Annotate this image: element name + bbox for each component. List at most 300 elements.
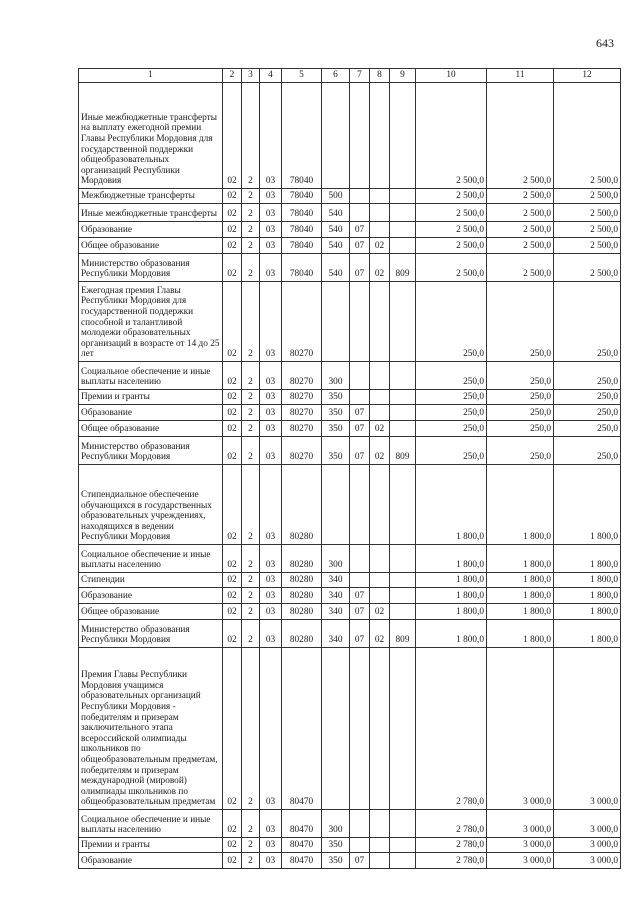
table-row	[79, 390, 621, 405]
code-cell: 07	[350, 254, 370, 282]
table-row	[79, 604, 621, 620]
amount-cell: 2 500,0	[554, 204, 621, 222]
amount-cell: 250,0	[487, 421, 554, 437]
code-cell: 02	[223, 573, 242, 588]
code-cell: 02	[223, 189, 242, 204]
code-cell: 03	[260, 437, 282, 465]
code-cell	[390, 545, 416, 573]
code-cell: 07	[350, 620, 370, 648]
amount-cell: 250,0	[416, 282, 487, 362]
code-cell: 03	[260, 83, 282, 189]
code-cell: 300	[322, 362, 350, 390]
amount-cell: 250,0	[487, 390, 554, 405]
code-cell: 80470	[282, 648, 322, 810]
code-cell	[350, 390, 370, 405]
code-cell: 2	[242, 222, 260, 238]
amount-cell: 2 500,0	[554, 189, 621, 204]
amount-cell: 1 800,0	[554, 465, 621, 545]
code-cell: 03	[260, 465, 282, 545]
code-cell	[350, 362, 370, 390]
amount-cell: 1 800,0	[416, 588, 487, 604]
table-row	[79, 853, 621, 869]
code-cell: 02	[370, 421, 390, 437]
code-cell	[370, 189, 390, 204]
code-cell: 2	[242, 838, 260, 853]
table-row	[79, 421, 621, 437]
code-cell: 540	[322, 222, 350, 238]
code-cell	[350, 573, 370, 588]
amount-cell: 2 500,0	[487, 254, 554, 282]
code-cell: 2	[242, 282, 260, 362]
row-name-cell: Министерство образования Республики Мордовия	[79, 254, 223, 282]
code-cell	[370, 405, 390, 421]
amount-cell: 250,0	[416, 437, 487, 465]
code-cell: 80280	[282, 588, 322, 604]
code-cell: 540	[322, 204, 350, 222]
code-cell	[370, 588, 390, 604]
code-cell: 07	[350, 604, 370, 620]
code-cell: 02	[223, 545, 242, 573]
code-cell	[390, 238, 416, 254]
amount-cell: 2 500,0	[487, 222, 554, 238]
code-cell: 809	[390, 254, 416, 282]
amount-cell: 3 000,0	[487, 853, 554, 869]
code-cell	[390, 362, 416, 390]
table-row	[79, 222, 621, 238]
code-cell	[370, 83, 390, 189]
code-cell: 03	[260, 238, 282, 254]
code-cell	[350, 282, 370, 362]
row-name-cell: Иные межбюджетные трансферты на выплату ежегодной премии Главы Республики Мордовия для государственной поддержки общеобразовательных организаций Республики Мордовия	[79, 83, 223, 189]
code-cell	[322, 648, 350, 810]
code-cell: 03	[260, 189, 282, 204]
code-cell: 2	[242, 588, 260, 604]
amount-cell: 250,0	[487, 362, 554, 390]
amount-cell: 1 800,0	[487, 604, 554, 620]
code-cell: 80270	[282, 390, 322, 405]
code-cell: 02	[223, 465, 242, 545]
code-cell	[350, 204, 370, 222]
code-cell	[370, 465, 390, 545]
code-cell	[390, 204, 416, 222]
code-cell: 80280	[282, 604, 322, 620]
code-cell	[350, 545, 370, 573]
code-cell: 07	[350, 853, 370, 869]
code-cell	[390, 189, 416, 204]
budget-table	[78, 68, 621, 869]
code-cell: 2	[242, 421, 260, 437]
code-cell: 03	[260, 648, 282, 810]
code-cell: 80270	[282, 362, 322, 390]
table-row	[79, 189, 621, 204]
code-cell: 03	[260, 838, 282, 853]
code-cell: 2	[242, 437, 260, 465]
amount-cell: 250,0	[554, 437, 621, 465]
amount-cell: 2 780,0	[416, 853, 487, 869]
code-cell: 02	[223, 588, 242, 604]
amount-cell: 250,0	[487, 282, 554, 362]
table-row	[79, 83, 621, 189]
code-cell: 02	[223, 254, 242, 282]
amount-cell: 3 000,0	[487, 838, 554, 853]
row-name-cell: Стипендиальное обеспечение обучающихся в государственных образовательных учреждениях, находящихся в ведении Республики Мордовия	[79, 465, 223, 545]
code-cell: 2	[242, 545, 260, 573]
code-cell: 2	[242, 853, 260, 869]
code-cell: 80280	[282, 545, 322, 573]
amount-cell: 250,0	[554, 362, 621, 390]
code-cell: 03	[260, 405, 282, 421]
code-cell: 03	[260, 588, 282, 604]
amount-cell: 250,0	[487, 437, 554, 465]
code-cell	[390, 604, 416, 620]
code-cell: 350	[322, 405, 350, 421]
amount-cell: 1 800,0	[416, 545, 487, 573]
code-cell: 340	[322, 573, 350, 588]
code-cell: 300	[322, 810, 350, 838]
code-cell	[370, 204, 390, 222]
code-cell: 80270	[282, 421, 322, 437]
table-row	[79, 810, 621, 838]
code-cell: 03	[260, 421, 282, 437]
code-cell: 02	[370, 238, 390, 254]
amount-cell: 3 000,0	[554, 648, 621, 810]
row-name-cell: Премия Главы Республики Мордовия учащимся образовательных организаций Республики Мордовия - победителям и призерам заключительного этапа всероссийской олимпиады школьников по общеобразовательным предметам, победителям и призерам международной (мировой) олимпиады школьников по общеобразовательным предметам	[79, 648, 223, 810]
row-name-cell: Образование	[79, 222, 223, 238]
amount-cell: 1 800,0	[416, 604, 487, 620]
amount-cell: 3 000,0	[554, 853, 621, 869]
code-cell	[390, 838, 416, 853]
code-cell: 78040	[282, 204, 322, 222]
page-number: 643	[596, 36, 614, 50]
amount-cell: 2 500,0	[487, 238, 554, 254]
amount-cell: 2 500,0	[416, 83, 487, 189]
code-cell: 02	[223, 282, 242, 362]
code-cell: 07	[350, 421, 370, 437]
code-cell	[370, 222, 390, 238]
amount-cell: 2 500,0	[554, 254, 621, 282]
code-cell: 02	[223, 853, 242, 869]
code-cell: 03	[260, 604, 282, 620]
row-name-cell: Социальное обеспечение и иные выплаты населению	[79, 545, 223, 573]
code-cell	[350, 465, 370, 545]
code-cell: 500	[322, 189, 350, 204]
code-cell: 02	[223, 604, 242, 620]
code-cell	[370, 810, 390, 838]
amount-cell: 2 780,0	[416, 838, 487, 853]
table-header-row	[79, 69, 621, 83]
amount-cell: 2 500,0	[554, 83, 621, 189]
code-cell: 80280	[282, 573, 322, 588]
code-cell	[390, 853, 416, 869]
table-row	[79, 838, 621, 853]
code-cell: 02	[370, 620, 390, 648]
code-cell	[390, 465, 416, 545]
amount-cell: 1 800,0	[487, 588, 554, 604]
code-cell: 340	[322, 588, 350, 604]
code-cell: 02	[223, 238, 242, 254]
column-header-1: 1	[79, 69, 223, 83]
code-cell: 07	[350, 222, 370, 238]
row-name-cell: Образование	[79, 588, 223, 604]
code-cell	[390, 421, 416, 437]
code-cell: 03	[260, 545, 282, 573]
amount-cell: 250,0	[416, 405, 487, 421]
code-cell	[350, 189, 370, 204]
row-name-cell: Социальное обеспечение и иные выплаты населению	[79, 810, 223, 838]
code-cell: 350	[322, 390, 350, 405]
row-name-cell: Общее образование	[79, 421, 223, 437]
code-cell: 02	[223, 421, 242, 437]
amount-cell: 3 000,0	[554, 838, 621, 853]
code-cell: 2	[242, 405, 260, 421]
code-cell: 80470	[282, 810, 322, 838]
amount-cell: 1 800,0	[416, 620, 487, 648]
code-cell	[370, 282, 390, 362]
code-cell: 02	[223, 810, 242, 838]
code-cell: 02	[223, 222, 242, 238]
table-row	[79, 437, 621, 465]
code-cell: 07	[350, 588, 370, 604]
code-cell: 2	[242, 620, 260, 648]
column-header-11: 11	[487, 69, 554, 83]
row-name-cell: Межбюджетные трансферты	[79, 189, 223, 204]
table-row	[79, 545, 621, 573]
table-body	[79, 83, 621, 869]
amount-cell: 2 500,0	[554, 238, 621, 254]
amount-cell: 2 500,0	[416, 254, 487, 282]
table-row	[79, 204, 621, 222]
code-cell: 80270	[282, 437, 322, 465]
amount-cell: 250,0	[554, 282, 621, 362]
code-cell	[322, 83, 350, 189]
code-cell: 03	[260, 254, 282, 282]
code-cell: 80280	[282, 620, 322, 648]
code-cell	[390, 588, 416, 604]
code-cell: 2	[242, 390, 260, 405]
code-cell: 03	[260, 362, 282, 390]
column-header-7: 7	[350, 69, 370, 83]
code-cell: 300	[322, 545, 350, 573]
code-cell	[390, 282, 416, 362]
amount-cell: 1 800,0	[416, 573, 487, 588]
code-cell	[390, 810, 416, 838]
code-cell: 02	[223, 437, 242, 465]
column-header-4: 4	[260, 69, 282, 83]
amount-cell: 2 500,0	[487, 189, 554, 204]
amount-cell: 1 800,0	[487, 573, 554, 588]
code-cell: 02	[370, 437, 390, 465]
amount-cell: 1 800,0	[554, 545, 621, 573]
code-cell	[370, 545, 390, 573]
code-cell: 350	[322, 838, 350, 853]
amount-cell: 250,0	[554, 390, 621, 405]
column-header-3: 3	[242, 69, 260, 83]
code-cell: 80280	[282, 465, 322, 545]
code-cell	[390, 648, 416, 810]
code-cell	[370, 390, 390, 405]
code-cell: 02	[223, 204, 242, 222]
code-cell: 809	[390, 620, 416, 648]
code-cell: 2	[242, 810, 260, 838]
code-cell: 2	[242, 204, 260, 222]
column-header-8: 8	[370, 69, 390, 83]
code-cell: 2	[242, 465, 260, 545]
code-cell	[350, 648, 370, 810]
code-cell	[350, 838, 370, 853]
row-name-cell: Социальное обеспечение и иные выплаты населению	[79, 362, 223, 390]
code-cell	[390, 405, 416, 421]
code-cell: 350	[322, 853, 350, 869]
table-row	[79, 362, 621, 390]
code-cell: 2	[242, 604, 260, 620]
code-cell: 809	[390, 437, 416, 465]
code-cell: 02	[223, 838, 242, 853]
table-row	[79, 465, 621, 545]
table-row	[79, 573, 621, 588]
code-cell: 03	[260, 810, 282, 838]
table-row	[79, 648, 621, 810]
amount-cell: 2 780,0	[416, 810, 487, 838]
table-row	[79, 238, 621, 254]
amount-cell: 1 800,0	[487, 465, 554, 545]
code-cell: 78040	[282, 83, 322, 189]
code-cell: 02	[223, 362, 242, 390]
code-cell	[390, 573, 416, 588]
row-name-cell: Образование	[79, 853, 223, 869]
column-header-6: 6	[322, 69, 350, 83]
code-cell	[390, 390, 416, 405]
code-cell	[370, 362, 390, 390]
row-name-cell: Премии и гранты	[79, 390, 223, 405]
amount-cell: 250,0	[554, 405, 621, 421]
amount-cell: 2 780,0	[416, 648, 487, 810]
code-cell: 03	[260, 282, 282, 362]
code-cell: 80270	[282, 405, 322, 421]
row-name-cell: Ежегодная премия Главы Республики Мордовия для государственной поддержки способной и талантливой молодежи образовательных организаций в возрасте от 14 до 25 лет	[79, 282, 223, 362]
code-cell: 540	[322, 238, 350, 254]
code-cell: 2	[242, 254, 260, 282]
code-cell: 02	[370, 254, 390, 282]
table-row	[79, 254, 621, 282]
amount-cell: 2 500,0	[416, 204, 487, 222]
code-cell: 340	[322, 620, 350, 648]
code-cell: 03	[260, 573, 282, 588]
column-header-9: 9	[390, 69, 416, 83]
amount-cell: 1 800,0	[554, 620, 621, 648]
code-cell	[322, 465, 350, 545]
code-cell: 350	[322, 437, 350, 465]
amount-cell: 2 500,0	[554, 222, 621, 238]
code-cell: 78040	[282, 238, 322, 254]
amount-cell: 3 000,0	[487, 810, 554, 838]
amount-cell: 2 500,0	[416, 222, 487, 238]
amount-cell: 2 500,0	[416, 189, 487, 204]
code-cell: 78040	[282, 222, 322, 238]
code-cell: 03	[260, 204, 282, 222]
code-cell	[370, 853, 390, 869]
amount-cell: 3 000,0	[554, 810, 621, 838]
row-name-cell: Иные межбюджетные трансферты	[79, 204, 223, 222]
code-cell: 2	[242, 573, 260, 588]
code-cell: 78040	[282, 189, 322, 204]
row-name-cell: Министерство образования Республики Мордовия	[79, 620, 223, 648]
code-cell: 02	[223, 83, 242, 189]
amount-cell: 1 800,0	[416, 465, 487, 545]
code-cell: 2	[242, 189, 260, 204]
code-cell: 07	[350, 405, 370, 421]
amount-cell: 250,0	[416, 390, 487, 405]
code-cell: 02	[223, 620, 242, 648]
code-cell: 07	[350, 238, 370, 254]
amount-cell: 1 800,0	[554, 588, 621, 604]
column-header-5: 5	[282, 69, 322, 83]
row-name-cell: Общее образование	[79, 604, 223, 620]
code-cell	[370, 573, 390, 588]
table-row	[79, 405, 621, 421]
code-cell: 80470	[282, 853, 322, 869]
row-name-cell: Премии и гранты	[79, 838, 223, 853]
code-cell: 80270	[282, 282, 322, 362]
code-cell: 540	[322, 254, 350, 282]
amount-cell: 250,0	[416, 362, 487, 390]
code-cell	[350, 83, 370, 189]
amount-cell: 2 500,0	[487, 204, 554, 222]
code-cell: 80470	[282, 838, 322, 853]
code-cell: 03	[260, 853, 282, 869]
code-cell: 02	[370, 604, 390, 620]
amount-cell: 250,0	[416, 421, 487, 437]
code-cell: 02	[223, 405, 242, 421]
code-cell	[370, 648, 390, 810]
amount-cell: 1 800,0	[554, 573, 621, 588]
amount-cell: 1 800,0	[554, 604, 621, 620]
code-cell: 340	[322, 604, 350, 620]
code-cell: 03	[260, 390, 282, 405]
column-header-12: 12	[554, 69, 621, 83]
code-cell: 350	[322, 421, 350, 437]
table-row	[79, 282, 621, 362]
amount-cell: 250,0	[554, 421, 621, 437]
table-row	[79, 620, 621, 648]
column-header-10: 10	[416, 69, 487, 83]
amount-cell: 1 800,0	[487, 620, 554, 648]
code-cell: 02	[223, 390, 242, 405]
amount-cell: 2 500,0	[416, 238, 487, 254]
code-cell	[390, 222, 416, 238]
table-row	[79, 588, 621, 604]
code-cell	[350, 810, 370, 838]
code-cell: 03	[260, 620, 282, 648]
amount-cell: 250,0	[487, 405, 554, 421]
code-cell: 78040	[282, 254, 322, 282]
code-cell: 02	[223, 648, 242, 810]
code-cell: 07	[350, 437, 370, 465]
amount-cell: 3 000,0	[487, 648, 554, 810]
code-cell	[370, 838, 390, 853]
code-cell: 2	[242, 648, 260, 810]
row-name-cell: Образование	[79, 405, 223, 421]
code-cell: 2	[242, 83, 260, 189]
row-name-cell: Министерство образования Республики Мордовия	[79, 437, 223, 465]
code-cell	[322, 282, 350, 362]
column-header-2: 2	[223, 69, 242, 83]
row-name-cell: Общее образование	[79, 238, 223, 254]
row-name-cell: Стипендии	[79, 573, 223, 588]
code-cell: 03	[260, 222, 282, 238]
amount-cell: 2 500,0	[487, 83, 554, 189]
code-cell: 2	[242, 238, 260, 254]
code-cell	[390, 83, 416, 189]
